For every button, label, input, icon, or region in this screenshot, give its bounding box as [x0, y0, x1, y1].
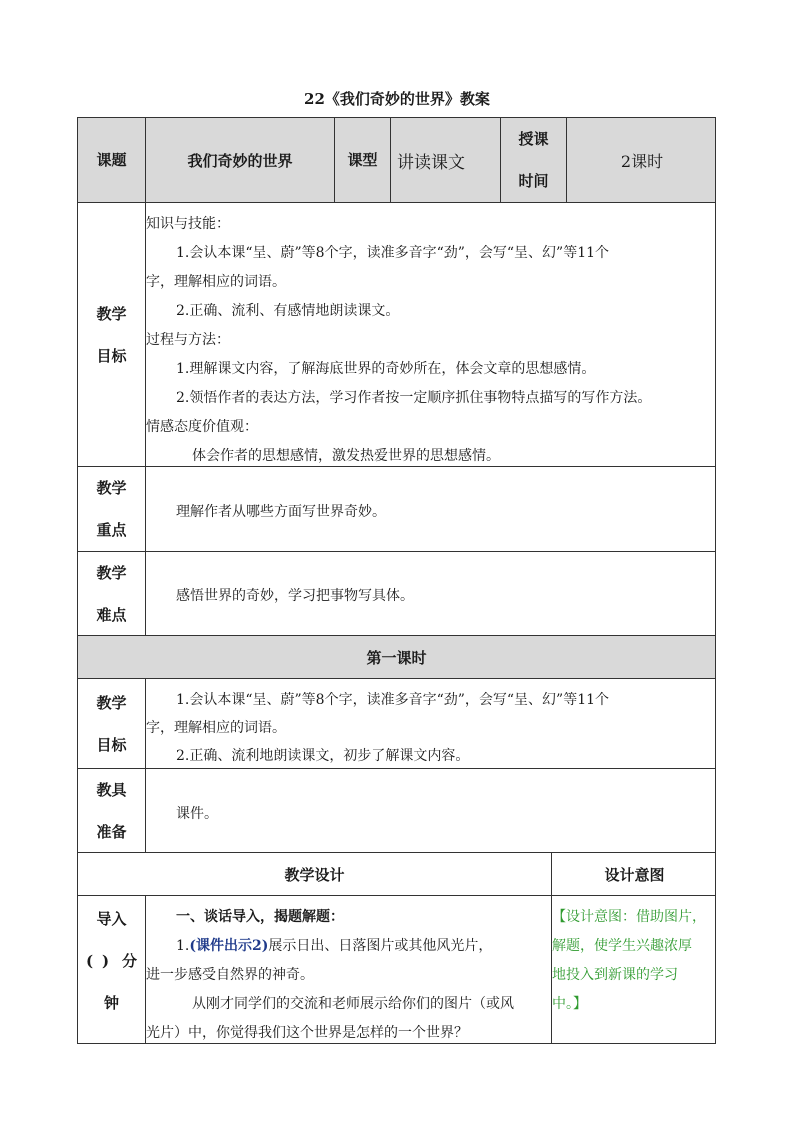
intro-label-line-3: 钟 [103, 994, 119, 1012]
design-intent-content [551, 896, 717, 1043]
courseware-highlight: (课件出示2) [189, 938, 269, 954]
goals-line: 体会作者的思想感情，激发热爱世界的思想感情。 [192, 448, 500, 464]
key-points-row [77, 467, 716, 552]
lesson-goals-line: 2.正确、流利地朗读课文，初步了解课文内容。 [176, 748, 470, 764]
intro-content [145, 896, 551, 1043]
design-intent-line: 中。】 [552, 996, 587, 1012]
tools-row [77, 769, 716, 853]
tools-label-line-1: 教具 [96, 781, 127, 799]
intro-label [78, 896, 145, 1043]
goals-row [77, 203, 716, 467]
tools-content [145, 769, 717, 852]
design-header-left: 教学设计 [284, 865, 345, 884]
time-label-line-2: 时间 [518, 172, 549, 190]
difficulties-row [77, 552, 716, 636]
tools-text: 课件。 [176, 806, 218, 822]
goals-line: 2.领悟作者的表达方法，学习作者按一定顺序抓住事物特点描写的写作方法。 [176, 390, 652, 406]
difficulties-label [78, 552, 145, 635]
goals-label-line-2: 目标 [96, 347, 127, 365]
key-points-text: 理解作者从哪些方面写世界奇妙。 [176, 504, 386, 520]
intro-line-1 [176, 935, 492, 955]
intro-line-1-prefix: 1. [176, 938, 190, 954]
lesson-goals-content [145, 679, 717, 768]
intro-label-paren-open: ( [86, 952, 94, 970]
goals-label [78, 203, 145, 466]
time-label [500, 118, 566, 202]
lesson-goals-line: 字，理解相应的词语。 [146, 720, 286, 736]
time-value: 2课时 [566, 118, 717, 202]
difficulties-label-line-2: 难点 [96, 606, 127, 624]
key-points-label [78, 467, 145, 551]
design-header-right: 设计意图 [551, 853, 717, 895]
design-header-row [77, 853, 716, 896]
intro-label-minutes: 分 [122, 952, 138, 970]
header-row [77, 117, 716, 203]
type-value: 讲读课文 [390, 118, 500, 202]
intro-row [77, 896, 716, 1044]
intro-heading: 一、谈话导入，揭题解题： [176, 909, 344, 925]
intro-line-1-rest: 展示日出、日落图片或其他风光片， [268, 938, 493, 954]
key-points-label-line-1: 教学 [96, 479, 127, 497]
lesson-goals-label-line-1: 教学 [96, 694, 127, 712]
goals-line: 1.会认本课“呈、蔚”等8个字，读准多音字“劲”，会写“呈、幻”等11个 [176, 245, 610, 261]
tools-label-line-2: 准备 [96, 823, 127, 841]
goals-line: 字，理解相应的词语。 [146, 274, 286, 290]
section-title: 第一课时 [77, 636, 716, 679]
topic-value: 我们奇妙的世界 [145, 118, 334, 202]
time-label-line-1: 授课 [518, 130, 549, 148]
lesson-goals-line: 1.会认本课“呈、蔚”等8个字，读准多音字“劲”，会写“呈、幻”等11个 [176, 692, 610, 708]
goals-line: 过程与方法： [146, 332, 230, 348]
tools-label [78, 769, 145, 852]
intro-line-4: 光片）中，你觉得我们这个世界是怎样的一个世界？ [146, 1025, 468, 1041]
design-intent-line: 【设计意图：借助图片， [552, 909, 706, 925]
design-intent-line: 地投入到新课的学习 [552, 967, 678, 983]
difficulties-label-line-1: 教学 [96, 564, 127, 582]
key-points-content [145, 467, 717, 551]
goals-line: 1.理解课文内容，了解海底世界的奇妙所在，体会文章的思想感情。 [176, 361, 596, 377]
intro-label-paren-close: ) [102, 952, 110, 970]
intro-label-line-1: 导入 [96, 910, 127, 928]
goals-label-line-1: 教学 [96, 305, 127, 323]
topic-label: 课题 [96, 151, 127, 169]
key-points-label-line-2: 重点 [96, 521, 127, 539]
goals-line: 知识与技能： [146, 216, 230, 232]
type-label: 课型 [334, 118, 390, 202]
goals-line: 情感态度价值观： [146, 419, 258, 435]
lesson-goals-row [77, 679, 716, 769]
goals-line: 2.正确、流利、有感情地朗读课文。 [176, 303, 400, 319]
intro-line-2: 进一步感受自然界的神奇。 [146, 967, 314, 983]
difficulties-text: 感悟世界的奇妙，学习把事物写具体。 [176, 588, 414, 604]
intro-line-3: 从刚才同学们的交流和老师展示给你们的图片（或风 [192, 996, 514, 1012]
lesson-goals-label-line-2: 目标 [96, 736, 127, 754]
lesson-goals-label [78, 679, 145, 768]
document-title: 22《我们奇妙的世界》教案 [304, 90, 490, 108]
goals-content [145, 203, 717, 466]
difficulties-content [145, 552, 717, 635]
design-intent-line: 解题，使学生兴趣浓厚 [552, 938, 692, 954]
